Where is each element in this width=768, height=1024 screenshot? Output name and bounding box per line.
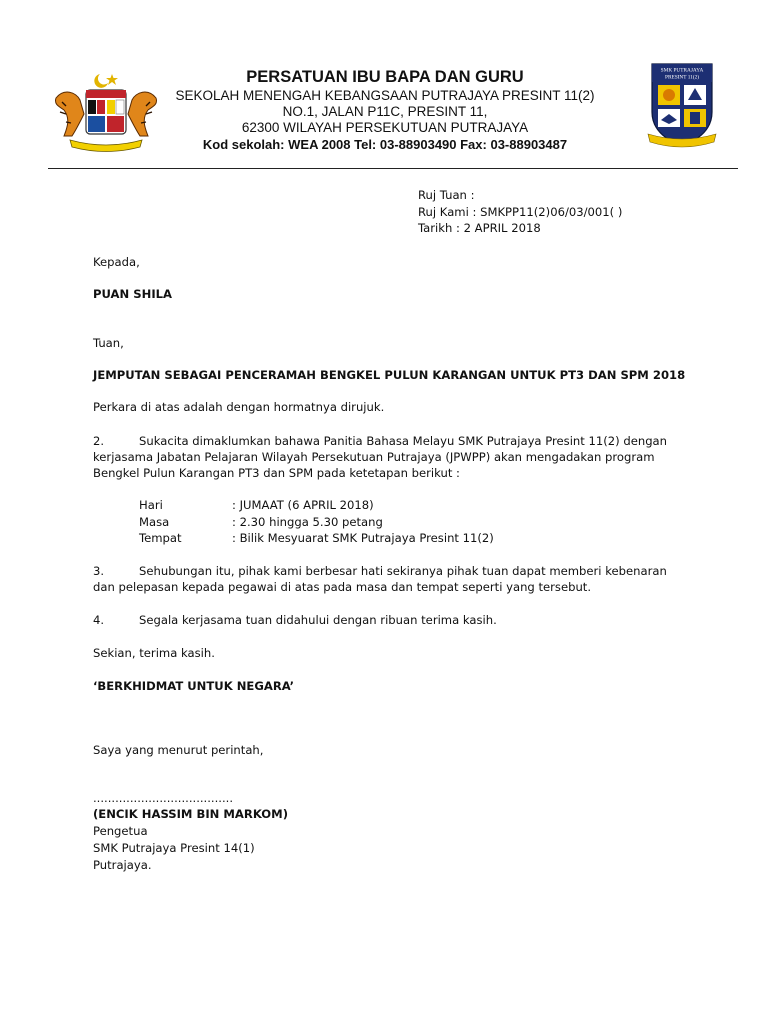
kepada: Kepada,	[93, 255, 140, 269]
detail-label-hari: Hari	[139, 498, 163, 512]
closing-text: Sekian, terima kasih.	[93, 646, 215, 660]
signature-line: ......................................	[93, 791, 234, 805]
recipient-name: PUAN SHILA	[93, 287, 172, 301]
paragraph-2-number: 2.	[93, 434, 105, 448]
crest-text-line2: PRESINT 11(2)	[665, 74, 699, 81]
school-crest-logo	[646, 60, 718, 152]
ref-ruj-tuan: Ruj Tuan :	[418, 188, 475, 202]
detail-label-masa: Masa	[139, 515, 170, 529]
paragraph-4-number: 4.	[93, 613, 105, 627]
school-name: SEKOLAH MENENGAH KEBANGSAAN PUTRAJAYA PRESINT 11(2)	[175, 88, 595, 103]
address-line-2: 62300 WILAYAH PERSEKUTUAN PUTRAJAYA	[241, 120, 529, 135]
letter-subject: JEMPUTAN SEBAGAI PENCERAMAH BENGKEL PULUN KARANGAN UNTUK PT3 DAN SPM 2018	[93, 368, 686, 382]
detail-value-masa: : 2.30 hingga 5.30 petang	[232, 515, 383, 529]
address-line-1: NO.1, JALAN P11C, PRESINT 11,	[282, 104, 488, 119]
paragraph-1: Perkara di atas adalah dengan hormatnya dirujuk.	[93, 400, 385, 414]
sign-off: Saya yang menurut perintah,	[93, 743, 264, 757]
signer-school: SMK Putrajaya Presint 14(1)	[93, 841, 255, 855]
ref-ruj-kami: Ruj Kami : SMKPP11(2)06/03/001( )	[418, 205, 623, 219]
contact-codes: Kod sekolah: WEA 2008 Tel: 03-88903490 Fax: 03-88903487	[202, 137, 568, 152]
header-divider	[48, 168, 738, 169]
paragraph-2-line-3: Bengkel Pulun Karangan PT3 dan SPM pada ketetapan berikut :	[93, 466, 460, 480]
detail-label-tempat: Tempat	[139, 531, 182, 545]
motto: ‘BERKHIDMAT UNTUK NEGARA’	[93, 679, 295, 693]
coat-of-arms-logo	[50, 70, 162, 154]
ref-tarikh: Tarikh : 2 APRIL 2018	[418, 221, 541, 235]
detail-value-hari: : JUMAAT (6 APRIL 2018)	[232, 498, 374, 512]
detail-value-tempat: : Bilik Mesyuarat SMK Putrajaya Presint 11(2)	[232, 531, 494, 545]
signer-name: (ENCIK HASSIM BIN MARKOM)	[93, 807, 288, 821]
org-name: PERSATUAN IBU BAPA DAN GURU	[246, 68, 524, 86]
paragraph-3-number: 3.	[93, 564, 105, 578]
crest-text-line1: SMK PUTRAJAYA	[660, 67, 704, 74]
paragraph-3-line-1: Sehubungan itu, pihak kami berbesar hati sekiranya pihak tuan dapat memberi kebenaran	[139, 564, 667, 578]
signer-city: Putrajaya.	[93, 858, 152, 872]
paragraph-2-line-2: kerjasama Jabatan Pelajaran Wilayah Persekutuan Putrajaya (JPWPP) akan mengadakan program	[93, 450, 655, 464]
paragraph-2-line-1: Sukacita dimaklumkan bahawa Panitia Bahasa Melayu SMK Putrajaya Presint 11(2) dengan	[139, 434, 668, 448]
paragraph-3-line-2: dan pelepasan kepada pegawai di atas pada masa dan tempat seperti yang tersebut.	[93, 580, 592, 594]
paragraph-4-line-1: Segala kerjasama tuan didahului dengan ribuan terima kasih.	[139, 613, 497, 627]
salutation: Tuan,	[93, 336, 124, 350]
signer-title: Pengetua	[93, 824, 148, 838]
